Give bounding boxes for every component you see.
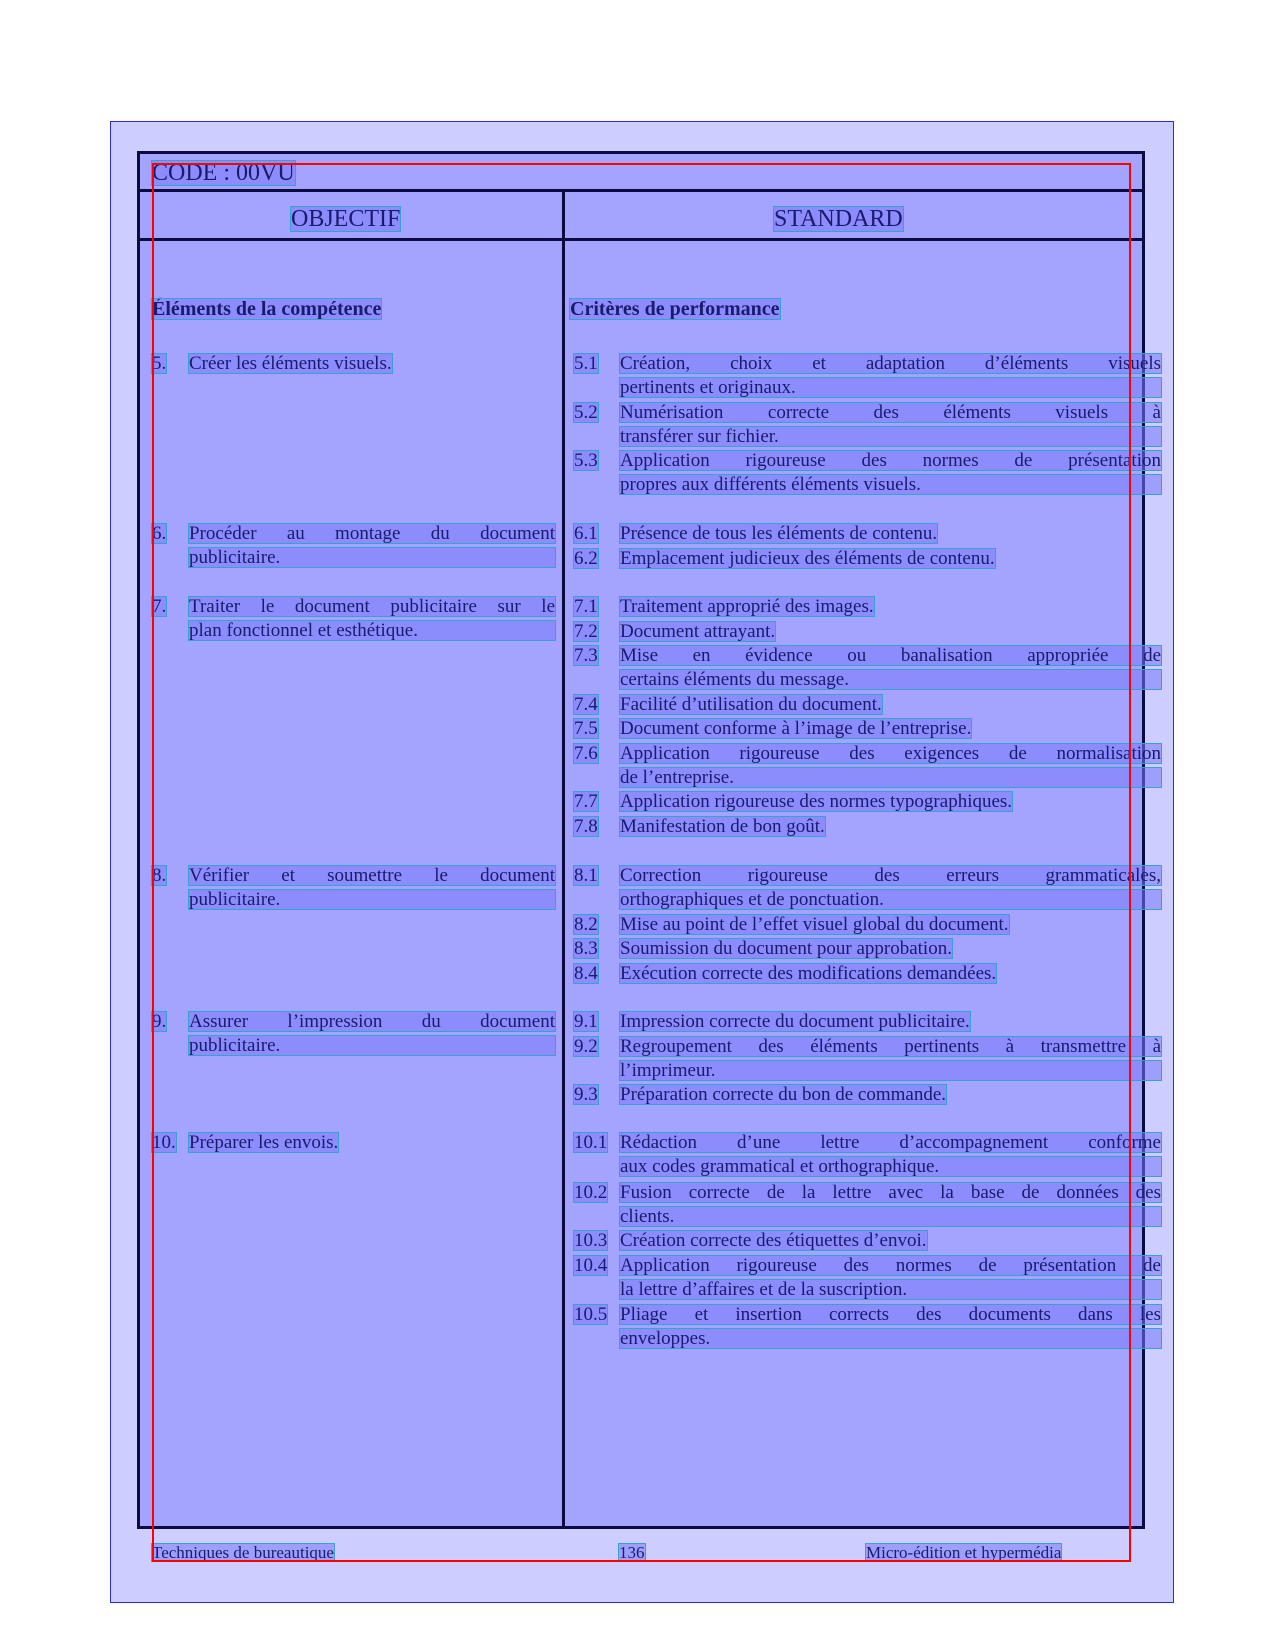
criterion-line: Création correcte des étiquettes d’envoi.	[620, 1230, 927, 1251]
element-line: Traiter le document publicitaire sur le	[189, 596, 555, 617]
element-line: publicitaire.	[189, 548, 555, 567]
criterion-line: Regroupement des éléments pertinents à transmettre à	[620, 1036, 1161, 1057]
criterion-line: Mise au point de l’effet visuel global du document.	[620, 914, 1009, 935]
criterion-line: propres aux différents éléments visuels.	[620, 475, 1161, 494]
criterion-number: 7.6	[574, 743, 598, 764]
criterion-line: certains éléments du message.	[620, 670, 1161, 689]
criterion-line: Emplacement judicieux des éléments de contenu.	[620, 548, 995, 569]
element-number: 6.	[152, 523, 167, 544]
criterion-line: orthographiques et de ponctuation.	[620, 890, 1161, 909]
criterion-number: 10.4	[574, 1255, 608, 1276]
element-line: Procéder au montage du document	[189, 523, 555, 544]
element-line: plan fonctionnel et esthétique.	[189, 621, 555, 640]
criterion-line: Mise en évidence ou banalisation appropriée de	[620, 645, 1161, 666]
criterion-line: Application rigoureuse des normes typographiques.	[620, 791, 1013, 812]
criterion-line: la lettre d’affaires et de la suscription.	[620, 1280, 1161, 1299]
element-number: 9.	[152, 1011, 167, 1032]
criterion-number: 7.4	[574, 694, 598, 715]
footer-left: Techniques de bureautique	[152, 1543, 334, 1562]
criterion-number: 10.5	[574, 1304, 608, 1325]
criterion-number: 10.2	[574, 1182, 608, 1203]
criterion-number: 9.1	[574, 1011, 598, 1032]
criterion-number: 8.2	[574, 914, 598, 935]
criterion-line: Document conforme à l’image de l’entreprise.	[620, 718, 972, 739]
criterion-number: 5.3	[574, 450, 598, 471]
criterion-number: 6.2	[574, 548, 598, 569]
criterion-number: 7.1	[574, 596, 598, 617]
criterion-number: 10.3	[574, 1230, 608, 1251]
element-number: 5.	[152, 353, 167, 374]
criterion-line: Pliage et insertion corrects des documents dans les	[620, 1304, 1161, 1325]
footer-right: Micro-édition et hypermédia	[866, 1543, 1062, 1562]
criterion-number: 7.2	[574, 621, 598, 642]
criterion-line: enveloppes.	[620, 1329, 1161, 1348]
criterion-line: Impression correcte du document publicitaire.	[620, 1011, 970, 1032]
criterion-line: Soumission du document pour approbation.	[620, 938, 952, 959]
criterion-number: 6.1	[574, 523, 598, 544]
criterion-line: Application rigoureuse des normes de présentation	[620, 450, 1161, 471]
criterion-number: 8.1	[574, 865, 598, 886]
criterion-number: 9.3	[574, 1084, 598, 1105]
element-line: publicitaire.	[189, 890, 555, 909]
criterion-number: 9.2	[574, 1036, 598, 1057]
standard-header: STANDARD	[774, 206, 903, 232]
criteria-section-title: Critères de performance	[570, 298, 780, 320]
criterion-number: 5.2	[574, 402, 598, 423]
column-divider	[562, 192, 565, 1529]
criterion-number: 8.3	[574, 938, 598, 959]
criterion-line: transférer sur fichier.	[620, 427, 1161, 446]
criterion-line: Numérisation correcte des éléments visuels à	[620, 402, 1161, 423]
criterion-line: Présence de tous les éléments de contenu.	[620, 523, 938, 544]
criterion-line: Document attrayant.	[620, 621, 776, 642]
elements-section-title: Éléments de la compétence	[152, 298, 382, 320]
header-row-divider	[137, 238, 1145, 241]
criterion-line: Manifestation de bon goût.	[620, 816, 825, 837]
code-row-divider	[137, 189, 1145, 192]
criterion-line: Facilité d’utilisation du document.	[620, 694, 882, 715]
page-number: 136	[619, 1543, 645, 1562]
element-number: 10.	[152, 1132, 176, 1153]
criterion-number: 7.8	[574, 816, 598, 837]
criterion-line: de l’entreprise.	[620, 768, 1161, 787]
criterion-line: Application rigoureuse des normes de présentation de	[620, 1255, 1161, 1276]
criterion-line: Application rigoureuse des exigences de normalisation	[620, 743, 1161, 764]
element-line: publicitaire.	[189, 1036, 555, 1055]
criterion-line: Exécution correcte des modifications demandées.	[620, 963, 997, 984]
criterion-line: Traitement approprié des images.	[620, 596, 874, 617]
criterion-line: clients.	[620, 1207, 1161, 1226]
criterion-line: Rédaction d’une lettre d’accompagnement conforme	[620, 1132, 1161, 1153]
element-number: 8.	[152, 865, 167, 886]
criterion-line: l’imprimeur.	[620, 1061, 1161, 1080]
element-number: 7.	[152, 596, 167, 617]
element-line: Assurer l’impression du document	[189, 1011, 555, 1032]
criterion-line: pertinents et originaux.	[620, 378, 1161, 397]
criterion-line: Correction rigoureuse des erreurs grammaticales,	[620, 865, 1161, 886]
criterion-line: aux codes grammatical et orthographique.	[620, 1157, 1161, 1176]
element-line: Créer les éléments visuels.	[189, 353, 392, 374]
code-label: CODE : 00VU	[152, 160, 295, 186]
criterion-line: Création, choix et adaptation d’éléments visuels	[620, 353, 1161, 374]
objectif-header: OBJECTIF	[291, 206, 401, 232]
criterion-number: 5.1	[574, 353, 598, 374]
criterion-line: Fusion correcte de la lettre avec la base de données des	[620, 1182, 1161, 1203]
criterion-number: 7.7	[574, 791, 598, 812]
criterion-number: 7.5	[574, 718, 598, 739]
criterion-number: 7.3	[574, 645, 598, 666]
element-line: Vérifier et soumettre le document	[189, 865, 555, 886]
criterion-number: 10.1	[574, 1132, 608, 1153]
criterion-number: 8.4	[574, 963, 598, 984]
element-line: Préparer les envois.	[189, 1132, 339, 1153]
criterion-line: Préparation correcte du bon de commande.	[620, 1084, 947, 1105]
